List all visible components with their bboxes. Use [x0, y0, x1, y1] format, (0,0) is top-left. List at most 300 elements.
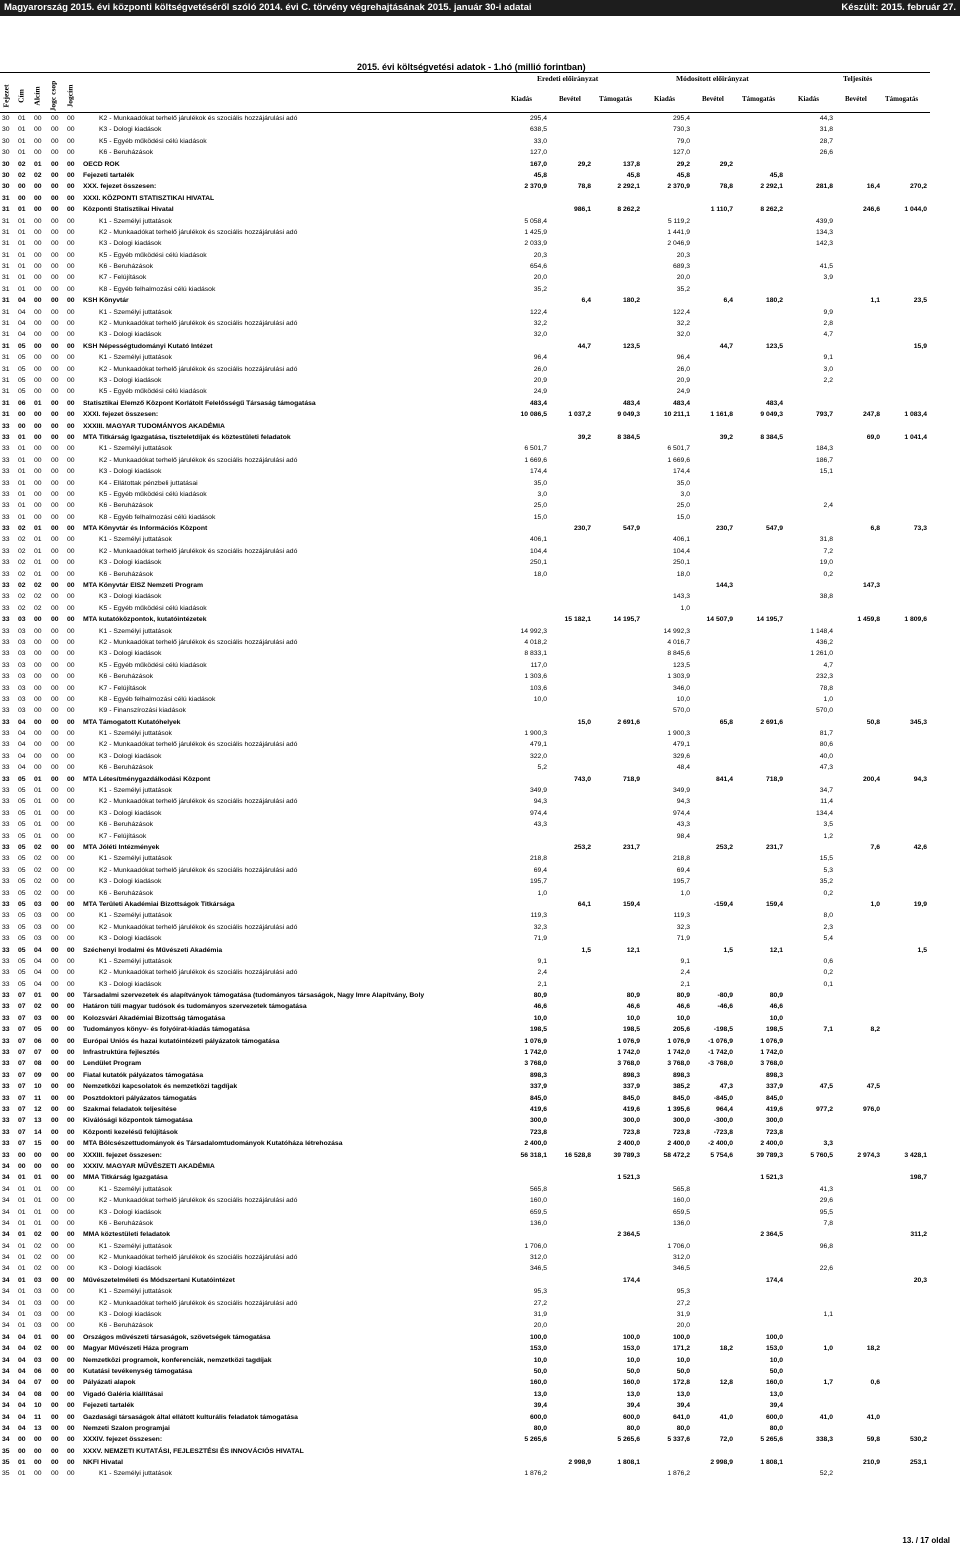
row-code: 34 [2, 1162, 10, 1170]
row-code: 00 [34, 490, 42, 498]
row-value: 35,0 [676, 479, 690, 487]
row-code: 00 [51, 741, 59, 749]
row-code: 00 [67, 456, 75, 464]
row-value: 39,4 [626, 1402, 640, 1410]
row-value: 5,4 [823, 935, 833, 943]
row-code: 00 [51, 809, 59, 817]
row-code: 33 [2, 718, 10, 726]
row-code: 00 [67, 263, 75, 271]
row-code: 01 [18, 274, 26, 282]
row-value: 12,8 [719, 1379, 733, 1387]
row-code: 00 [51, 1333, 59, 1341]
row-code: 33 [2, 479, 10, 487]
subhead-kiadas-3: Kiadás [798, 95, 820, 103]
row-description: Gazdasági társaságok által ellátott kulturális feladatok támogatása [83, 1413, 298, 1421]
row-value: 95,3 [676, 1288, 690, 1296]
row-description: MTA Támogatott Kutatóhelyek [83, 718, 181, 726]
row-value: 20,9 [676, 376, 690, 384]
row-code: 06 [18, 399, 26, 407]
row-value: 218,8 [672, 855, 690, 863]
table-row [0, 238, 960, 249]
row-value: 345,3 [909, 718, 927, 726]
row-value: 600,0 [765, 1413, 783, 1421]
table-row [0, 489, 960, 500]
subhead-tamogatas-3: Támogatás [885, 95, 919, 103]
row-code: 34 [2, 1379, 10, 1387]
row-code: 04 [34, 969, 42, 977]
row-value: 205,6 [672, 1026, 690, 1034]
row-code: 31 [2, 194, 10, 202]
row-code: 07 [18, 1026, 26, 1034]
row-code: 00 [67, 388, 75, 396]
table-row [0, 637, 960, 648]
row-code: 00 [67, 217, 75, 225]
row-value: 5,3 [823, 866, 833, 874]
row-value: 1 742,0 [524, 1049, 547, 1057]
row-code: 01 [34, 832, 42, 840]
table-row [0, 956, 960, 967]
row-code: 00 [67, 1299, 75, 1307]
row-description: K1 - Személyi juttatások [99, 217, 172, 225]
row-value: 270,2 [909, 183, 927, 191]
row-value: 3 768,0 [617, 1060, 640, 1068]
row-code: 01 [18, 1197, 26, 1205]
row-code: 00 [34, 1162, 42, 1170]
row-value: 5 119,2 [667, 217, 690, 225]
row-code: 00 [67, 707, 75, 715]
row-value: 9,1 [823, 354, 833, 362]
row-code: 03 [18, 616, 26, 624]
row-code: 00 [67, 479, 75, 487]
row-code: 00 [34, 274, 42, 282]
row-value: 2 998,9 [568, 1459, 591, 1467]
row-code: 01 [34, 1333, 42, 1341]
row-code: 01 [18, 126, 26, 134]
row-code: 00 [34, 217, 42, 225]
row-description: KSH Könyvtár [83, 297, 129, 305]
row-value: 718,9 [765, 775, 783, 783]
table-row [0, 888, 960, 899]
row-code: 02 [18, 525, 26, 533]
row-code: 03 [18, 650, 26, 658]
row-code: 05 [18, 388, 26, 396]
row-code: 00 [51, 912, 59, 920]
row-code: 07 [18, 1014, 26, 1022]
table-row [0, 933, 960, 944]
row-description: K1 - Személyi juttatások [99, 627, 172, 635]
row-value: 7,6 [870, 844, 880, 851]
row-value: 10,0 [626, 1356, 640, 1364]
row-value: 47,5 [866, 1083, 880, 1091]
row-description: XXXI. KÖZPONTI STATISZTIKAI HIVATAL [83, 194, 215, 202]
row-code: 00 [67, 650, 75, 658]
row-value: 1,2 [823, 832, 833, 840]
row-code: 04 [34, 980, 42, 988]
row-value: 483,4 [622, 399, 640, 407]
row-value: -46,6 [717, 1003, 733, 1011]
row-code: 00 [67, 320, 75, 328]
row-value: 3,9 [823, 274, 833, 282]
row-code: 04 [18, 1379, 26, 1387]
row-value: 15 182,1 [564, 616, 591, 624]
row-code: 01 [18, 263, 26, 271]
row-value: 483,4 [672, 399, 690, 407]
row-code: 34 [2, 1276, 10, 1284]
row-code: 00 [67, 1436, 75, 1444]
row-value: 13,0 [769, 1390, 783, 1398]
row-value: 5 058,4 [524, 217, 547, 225]
row-code: 00 [51, 1470, 59, 1478]
row-code: 00 [67, 1197, 75, 1205]
row-description: K3 - Dologi kiadások [99, 126, 162, 134]
row-code: 03 [18, 673, 26, 681]
row-description: K6 - Beruházások [99, 1219, 154, 1227]
table-row [0, 967, 960, 978]
row-value: 349,9 [529, 787, 547, 795]
row-value: 50,0 [626, 1367, 640, 1375]
row-code: 00 [34, 1447, 42, 1455]
row-description: K3 - Dologi kiadások [99, 331, 162, 339]
row-description: K5 - Egyéb működési célú kiadások [99, 388, 207, 396]
row-code: 00 [67, 1071, 75, 1079]
row-code: 33 [2, 502, 10, 510]
row-code: 01 [34, 787, 42, 795]
row-value: 723,8 [672, 1128, 690, 1136]
row-code: 00 [67, 513, 75, 521]
row-code: 00 [34, 707, 42, 715]
row-value: 723,8 [622, 1128, 640, 1136]
row-description: MTA Jóléti Intézmények [83, 844, 160, 851]
row-code: 05 [18, 832, 26, 840]
row-code: 01 [34, 1174, 42, 1182]
row-code: 33 [2, 422, 10, 430]
table-row [0, 1172, 960, 1183]
row-code: 00 [51, 650, 59, 658]
row-value: 1 110,7 [710, 206, 733, 214]
row-code: 05 [18, 957, 26, 965]
row-value: 78,8 [819, 684, 833, 692]
row-code: 00 [51, 604, 59, 612]
row-value: 689,3 [672, 263, 690, 271]
row-code: 00 [34, 228, 42, 236]
row-value: 385,2 [672, 1083, 690, 1091]
row-value: 1,0 [870, 900, 880, 908]
row-code: 00 [51, 752, 59, 760]
row-value: 104,4 [529, 547, 547, 555]
row-value: 28,7 [819, 137, 833, 145]
table-row [0, 500, 960, 511]
row-code: 07 [18, 1128, 26, 1136]
row-value: 18,0 [676, 570, 690, 578]
row-value: 565,8 [529, 1185, 547, 1193]
row-code: 00 [67, 627, 75, 635]
row-code: 00 [51, 935, 59, 943]
table-row [0, 295, 960, 306]
subhead-kiadas-1: Kiadás [511, 95, 533, 103]
row-value: 80,9 [676, 992, 690, 1000]
row-code: 35 [2, 1470, 10, 1478]
row-code: 05 [18, 980, 26, 988]
row-code: 33 [2, 650, 10, 658]
table-row [0, 922, 960, 933]
table-row [0, 1298, 960, 1309]
row-code: 01 [34, 160, 42, 168]
row-value: 5 265,6 [760, 1436, 783, 1444]
row-value: 40,0 [819, 752, 833, 760]
row-value: 253,1 [909, 1459, 927, 1467]
row-code: 01 [34, 536, 42, 544]
row-description: Fiatal kutatók pályázatos támogatása [83, 1071, 204, 1079]
row-code: 33 [2, 468, 10, 476]
row-value: 419,6 [765, 1105, 783, 1113]
row-code: 33 [2, 946, 10, 954]
row-code: 33 [2, 707, 10, 715]
row-code: 00 [34, 627, 42, 635]
row-code: 03 [34, 1014, 42, 1022]
row-code: 31 [2, 274, 10, 282]
row-description: Széchenyi Irodalmi és Művészeti Akadémia [83, 946, 223, 954]
row-code: 31 [2, 308, 10, 316]
row-description: K6 - Beruházások [99, 570, 154, 578]
row-code: 31 [2, 354, 10, 362]
row-value: 137,8 [622, 160, 640, 168]
row-value: 10,0 [769, 1014, 783, 1022]
row-value: 295,4 [672, 115, 690, 122]
row-value: 1 148,4 [810, 627, 833, 635]
row-value: 195,7 [529, 878, 547, 886]
row-code: 00 [67, 445, 75, 453]
row-code: 03 [34, 1356, 42, 1364]
row-code: 02 [18, 160, 26, 168]
row-code: 04 [18, 730, 26, 738]
row-value: 2 370,9 [667, 183, 690, 191]
row-description: K4 - Ellátottak pénzbeli juttatásai [99, 479, 198, 487]
row-value: 570,0 [672, 707, 690, 715]
code-header-jogc-csop: Jogc csop [48, 80, 58, 112]
code-header-cim: Cím [16, 89, 26, 103]
row-code: 04 [18, 297, 26, 305]
row-value: 1,1 [870, 297, 880, 305]
row-description: K8 - Egyéb felhalmozási célú kiadások [99, 513, 216, 521]
row-code: 02 [34, 844, 42, 851]
row-value: 29,2 [719, 160, 733, 168]
row-value: 547,9 [622, 525, 640, 533]
row-value: 100,0 [622, 1333, 640, 1341]
row-value: 230,7 [573, 525, 591, 533]
row-code: 00 [51, 354, 59, 362]
row-code: 00 [51, 365, 59, 373]
row-value: 26,6 [819, 149, 833, 157]
row-code: 03 [18, 695, 26, 703]
row-description: K1 - Személyi juttatások [99, 730, 172, 738]
row-value: 94,3 [533, 798, 547, 806]
row-value: 479,1 [529, 741, 547, 749]
row-code: 00 [67, 673, 75, 681]
row-value: 39,4 [769, 1402, 783, 1410]
row-value: 39,2 [719, 433, 733, 441]
row-code: 00 [51, 855, 59, 863]
row-code: 00 [34, 684, 42, 692]
row-value: 10,0 [533, 1014, 547, 1022]
row-value: 659,5 [672, 1208, 690, 1216]
table-row [0, 626, 960, 637]
row-value: 10,0 [676, 1014, 690, 1022]
row-value: -159,4 [713, 900, 733, 908]
row-code: 00 [34, 752, 42, 760]
row-value: 964,4 [715, 1105, 733, 1113]
table-row [0, 181, 960, 192]
row-code: 00 [51, 718, 59, 726]
row-code: 00 [51, 320, 59, 328]
row-value: 2,1 [537, 980, 547, 988]
row-value: 1 876,2 [524, 1470, 547, 1478]
row-code: 00 [67, 115, 75, 122]
row-value: 898,3 [765, 1071, 783, 1079]
row-value: 3,3 [823, 1140, 833, 1148]
table-row [0, 272, 960, 283]
row-value: 1,7 [823, 1379, 833, 1387]
row-code: 33 [2, 638, 10, 646]
table-row [0, 774, 960, 785]
row-description: MTA Könyvtár és Információs Központ [83, 525, 208, 533]
table-row [0, 147, 960, 158]
row-code: 33 [2, 582, 10, 590]
row-value: 2 400,0 [617, 1140, 640, 1148]
row-value: 41,3 [819, 1185, 833, 1193]
row-code: 13 [34, 1117, 42, 1125]
row-code: 00 [51, 695, 59, 703]
row-code: 01 [18, 217, 26, 225]
row-code: 35 [2, 1447, 10, 1455]
row-value: 195,7 [672, 878, 690, 886]
row-code: 00 [51, 160, 59, 168]
row-code: 05 [18, 923, 26, 931]
row-value: 638,5 [529, 126, 547, 134]
row-code: 30 [2, 115, 10, 122]
row-code: 00 [51, 1447, 59, 1455]
table-row [0, 865, 960, 876]
row-code: 33 [2, 741, 10, 749]
row-code: 05 [18, 798, 26, 806]
table-row [0, 1070, 960, 1081]
row-value: 253,2 [573, 844, 591, 851]
row-code: 00 [67, 582, 75, 590]
row-description: K3 - Dologi kiadások [99, 559, 162, 567]
row-value: 23,5 [913, 297, 927, 305]
row-code: 00 [34, 115, 42, 122]
row-value: 100,0 [672, 1333, 690, 1341]
row-code: 00 [51, 1083, 59, 1091]
row-code: 00 [51, 1413, 59, 1421]
row-value: 44,3 [819, 115, 833, 122]
row-code: 34 [2, 1288, 10, 1296]
row-code: 30 [2, 137, 10, 145]
row-code: 04 [18, 752, 26, 760]
table-row [0, 1286, 960, 1297]
row-code: 33 [2, 616, 10, 624]
row-code: 00 [34, 411, 42, 419]
table-row [0, 1093, 960, 1104]
table-row [0, 1127, 960, 1138]
row-code: 01 [18, 1288, 26, 1296]
row-code: 05 [18, 935, 26, 943]
row-code: 04 [18, 331, 26, 339]
row-code: 33 [2, 878, 10, 886]
row-value: 71,9 [533, 935, 547, 943]
row-code: 30 [2, 171, 10, 179]
row-code: 00 [51, 479, 59, 487]
row-code: 00 [34, 251, 42, 259]
row-code: 00 [34, 320, 42, 328]
row-code: 31 [2, 251, 10, 259]
row-code: 00 [67, 422, 75, 430]
row-value: 31,9 [533, 1311, 547, 1319]
row-code: 00 [67, 376, 75, 384]
row-code: 00 [51, 251, 59, 259]
row-code: 33 [2, 456, 10, 464]
table-row [0, 193, 960, 204]
row-value: 2,4 [823, 502, 833, 510]
row-code: 00 [34, 342, 42, 350]
row-value: 231,7 [765, 844, 783, 851]
row-value: 483,4 [765, 399, 783, 407]
row-description: MTA Titkárság Igazgatása, tiszteletdíjak és köztestületi feladatok [83, 433, 291, 441]
row-code: 00 [67, 946, 75, 954]
row-code: 02 [34, 1345, 42, 1353]
row-code: 05 [18, 889, 26, 897]
row-value: 743,0 [573, 775, 591, 783]
row-value: 6,8 [870, 525, 880, 533]
row-value: 1 041,4 [904, 433, 927, 441]
row-code: 31 [2, 365, 10, 373]
row-code: 00 [67, 684, 75, 692]
row-code: 02 [34, 1242, 42, 1250]
row-value: 322,0 [529, 752, 547, 760]
row-description: Infrastruktúra fejlesztés [83, 1049, 160, 1057]
row-description: K6 - Beruházások [99, 1322, 154, 1330]
row-value: 153,0 [529, 1345, 547, 1353]
row-value: 3,0 [680, 490, 690, 498]
row-description: XXXIII. fejezet összesen: [83, 1151, 162, 1159]
row-code: 00 [51, 1094, 59, 1102]
row-code: 00 [34, 433, 42, 441]
row-code: 33 [2, 1083, 10, 1091]
row-code: 00 [51, 1049, 59, 1057]
row-value: 974,4 [672, 809, 690, 817]
row-value: 198,5 [765, 1026, 783, 1034]
table-row [0, 1104, 960, 1115]
row-description: K2 - Munkaadókat terhelő járulékok és szociális hozzájárulási adó [99, 228, 298, 236]
budget-table [0, 113, 960, 1480]
row-description: K3 - Dologi kiadások [99, 468, 162, 476]
row-value: 346,0 [672, 684, 690, 692]
row-value: 406,1 [529, 536, 547, 544]
table-row [0, 1263, 960, 1274]
table-row [0, 979, 960, 990]
row-value: 123,5 [765, 342, 783, 350]
row-description: K2 - Munkaadókat terhelő járulékok és szociális hozzájárulási adó [99, 923, 298, 931]
row-code: 01 [18, 137, 26, 145]
row-value: 210,9 [862, 1459, 880, 1467]
row-code: 00 [51, 1140, 59, 1148]
row-value: 134,4 [815, 809, 833, 817]
row-value: 80,0 [533, 1424, 547, 1432]
row-value: 300,0 [622, 1117, 640, 1125]
row-value: -300,0 [713, 1117, 733, 1125]
row-code: 10 [34, 1083, 42, 1091]
row-code: 03 [18, 707, 26, 715]
row-code: 00 [51, 1288, 59, 1296]
